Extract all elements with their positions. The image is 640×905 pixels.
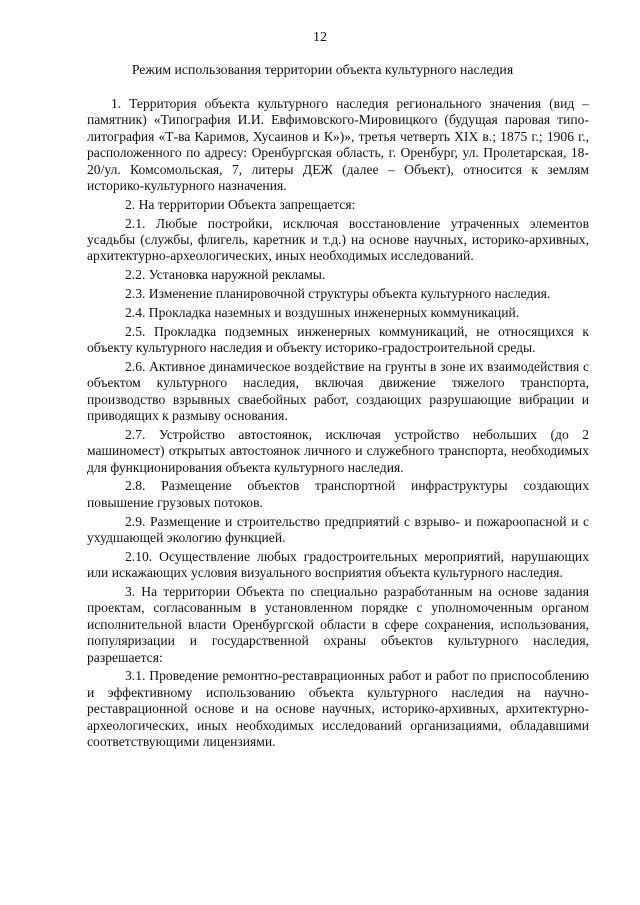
page-number: 12 <box>313 30 327 45</box>
paragraph-2-6: 2.6. Активное динамическое воздействие на грунты в зоне их взаимодействия с объектом культурного наследия, включая движение тяжелого транспорта, производство взрывных сваебойных работ, создающих разрушающие вибрации и приводящих к размыву основания. <box>87 358 589 424</box>
paragraph-2-7: 2.7. Устройство автостоянок, исключая устройство небольших (до 2 машиномест) открытых автостоянок личного и служебного транспорта, необходимых для функционирования объекта культурного наследия. <box>87 426 589 475</box>
paragraph-2-9: 2.9. Размещение и строительство предприятий с взрыво- и пожароопасной и с ухудшающей экологию функцией. <box>87 513 589 546</box>
paragraph-1: 1. Территория объекта культурного наследия регионального значения (вид – памятник) «Типография И.И. Евфимовского-Мировицкого (будущая паровая типо-литография «Т-ва Каримов, Хусаинов и К»)», третья четверть XIX в.; 1875 г.; 1906 г., расположенного по адресу: Оренбургская область, г. Оренбург, ул. Пролетарская, 18-20/ул. Комсомольская, 7, литеры ДЕЖ (далее – Объект), относится к землям историко-культурного назначения. <box>87 96 589 194</box>
paragraph-2-10: 2.10. Осуществление любых градостроительных мероприятий, нарушающих или искажающих условия визуального восприятия объекта культурного наследия. <box>87 548 589 581</box>
paragraph-3: 3. На территории Объекта по специально разработанным на основе задания проектам, согласованным в установленном порядке с уполномоченным органом исполнительной власти Оренбургской области в сфере сохранения, использования, популяризации и государственной охраны объектов культурного наследия, разрешается: <box>87 584 589 665</box>
paragraph-2-4: 2.4. Прокладка наземных и воздушных инженерных коммуникаций. <box>125 304 520 320</box>
document-body <box>87 96 589 753</box>
paragraph-2-1: 2.1. Любые постройки, исключая восстановление утраченных элементов усадьбы (службы, флигель, каретник и т.д.) на основе научных, историко-архивных, архитектурно-археологических, иных необходимых исследований. <box>87 215 589 264</box>
paragraph-2-8: 2.8. Размещение объектов транспортной инфраструктуры создающих повышение грузовых потоков. <box>87 478 589 510</box>
paragraph-3-1: 3.1. Проведение ремонтно-реставрационных работ и работ по приспособлению и эффективному использованию объекта культурного наследия на научно-реставрационной основе и на основе научных, историко-архивных, архитектурно-археологических, иных необходимых исследований организациями, обладавшими соответствующими лицензиями. <box>87 668 589 750</box>
paragraph-2: 2. На территории Объекта запрещается: <box>125 196 356 212</box>
paragraph-2-3: 2.3. Изменение планировочной структуры объекта культурного наследия. <box>125 286 551 302</box>
paragraph-2-5: 2.5. Прокладка подземных инженерных коммуникаций, не относящихся к объекту культурного наследия и объекту историко-градостроительной среды. <box>87 323 589 356</box>
paragraph-2-2: 2.2. Установка наружной рекламы. <box>125 267 326 283</box>
document-title: Режим использования территории объекта культурного наследия <box>131 62 514 77</box>
